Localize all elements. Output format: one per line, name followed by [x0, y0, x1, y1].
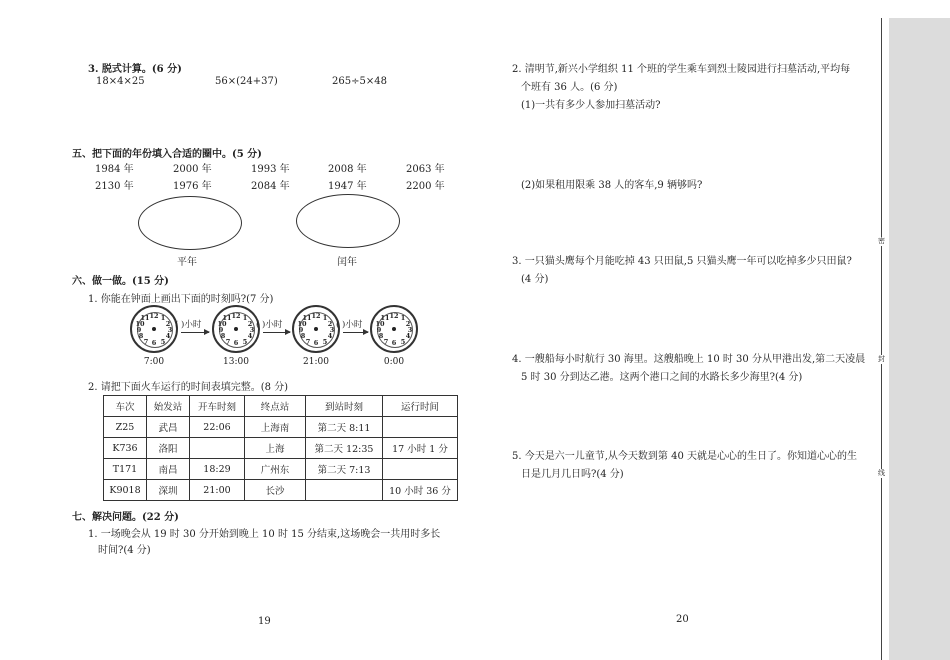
year: 2000 年 — [173, 164, 212, 175]
table-cell: 武昌 — [147, 417, 190, 438]
table-cell: 第二天 12:35 — [306, 438, 383, 459]
sec5-title: 五、把下面的年份填入合适的圈中。(5 分) — [72, 149, 262, 160]
table-header: 开车时刻 — [190, 396, 245, 417]
expr-2: 56×(24+37) — [215, 76, 278, 87]
table-cell: 10 小时 36 分 — [383, 480, 458, 501]
table-cell: K736 — [104, 438, 147, 459]
arrow-icon — [181, 332, 209, 333]
year: 2008 年 — [328, 164, 367, 175]
sec6-q1: 1. 你能在钟面上画出下面的时刻吗?(7 分) — [88, 294, 274, 305]
table-cell-blank[interactable] — [383, 459, 458, 480]
r-q5-line2: 日是几月几日吗?(4 分) — [521, 469, 624, 480]
page-number: 19 — [258, 616, 271, 627]
clock-face[interactable]: 12 1 2 3 4 5 6 7 8 9 10 11 — [292, 305, 340, 353]
arrow-icon — [263, 332, 290, 333]
table-cell: 22:06 — [190, 417, 245, 438]
r-q2-line1: 2. 清明节,新兴小学组织 11 个班的学生乘车到烈士陵园进行扫墓活动,平均每 — [512, 64, 851, 75]
common-year-oval[interactable] — [138, 196, 242, 250]
table-cell: 洛阳 — [147, 438, 190, 459]
year: 2063 年 — [406, 164, 445, 175]
hours-gap-label: ( )小时 — [175, 320, 202, 330]
table-row — [104, 480, 458, 501]
table-cell: 南昌 — [147, 459, 190, 480]
table-header: 运行时间 — [383, 396, 458, 417]
year: 2130 年 — [95, 181, 134, 192]
table-row — [104, 438, 458, 459]
hours-gap-label: ( )小时 — [256, 320, 283, 330]
table-cell: 上海 — [245, 438, 306, 459]
sec6-q2: 2. 请把下面火车运行的时间表填完整。(8 分) — [88, 382, 289, 393]
year: 1984 年 — [95, 164, 134, 175]
expr-1: 18×4×25 — [96, 76, 145, 87]
r-q4-line2: 5 时 30 分到达乙港。这两个港口之间的水路长多少海里?(4 分) — [521, 372, 803, 383]
binding-line — [881, 18, 882, 660]
table-cell-blank[interactable] — [306, 480, 383, 501]
oval-label-leap: 闰年 — [337, 257, 357, 268]
r-q2-line2: 个班有 36 人。(6 分) — [521, 82, 618, 93]
year: 1976 年 — [173, 181, 212, 192]
oval-label-common: 平年 — [177, 257, 197, 268]
table-header: 终点站 — [245, 396, 306, 417]
table-cell-blank[interactable] — [190, 438, 245, 459]
table-header: 始发站 — [147, 396, 190, 417]
table-cell: 上海南 — [245, 417, 306, 438]
table-header: 到站时刻 — [306, 396, 383, 417]
year: 2200 年 — [406, 181, 445, 192]
r-q5-line1: 5. 今天是六一儿童节,从今天数到第 40 天就是心心的生日了。你知道心心的生 — [512, 451, 857, 462]
table-cell: 21:00 — [190, 480, 245, 501]
year: 1993 年 — [251, 164, 290, 175]
clock-face[interactable]: 12 1 2 3 4 5 6 7 8 9 10 11 — [130, 305, 178, 353]
table-cell: T171 — [104, 459, 147, 480]
table-cell: 17 小时 1 分 — [383, 438, 458, 459]
r-q3-line1: 3. 一只猫头鹰每个月能吃掉 43 只田鼠,5 只猫头鹰一年可以吃掉多少只田鼠? — [512, 256, 852, 267]
table-cell: 深圳 — [147, 480, 190, 501]
clock-time-label: 21:00 — [303, 357, 329, 367]
table-cell: 18:29 — [190, 459, 245, 480]
clock-face[interactable]: 12 1 2 3 4 5 6 7 8 9 10 11 — [370, 305, 418, 353]
clock-time-label: 0:00 — [383, 357, 405, 367]
year: 2084 年 — [251, 181, 290, 192]
sec7-title: 七、解决问题。(22 分) — [72, 512, 179, 523]
margin-strip — [889, 18, 950, 660]
r-q3-line2: (4 分) — [521, 274, 549, 285]
table-cell: 长沙 — [245, 480, 306, 501]
table-cell: 广州东 — [245, 459, 306, 480]
sec7-q1-line2: 时间?(4 分) — [98, 545, 151, 556]
q3-title: 3. 脱式计算。(6 分) — [88, 64, 182, 75]
binding-char: 密 — [878, 237, 885, 245]
binding-char: 封 — [878, 355, 885, 363]
train-timetable — [103, 395, 458, 501]
r-q2-sub1: (1)一共有多少人参加扫墓活动? — [521, 100, 661, 111]
table-cell: K9018 — [104, 480, 147, 501]
hours-gap-label: ( )小时 — [336, 320, 363, 330]
expr-3: 265÷5×48 — [332, 76, 387, 87]
sec6-title: 六、做一做。(15 分) — [72, 276, 169, 287]
table-cell: Z25 — [104, 417, 147, 438]
year: 1947 年 — [328, 181, 367, 192]
r-q2-sub2: (2)如果租用限乘 38 人的客车,9 辆够吗? — [521, 180, 703, 191]
clock-time-label: 7:00 — [143, 357, 165, 367]
table-cell: 第二天 7:13 — [306, 459, 383, 480]
arrow-icon — [343, 332, 368, 333]
r-q4-line1: 4. 一艘船每小时航行 30 海里。这艘船晚上 10 时 30 分从甲港出发,第二天凌晨 — [512, 354, 866, 365]
table-cell: 第二天 8:11 — [306, 417, 383, 438]
clock-time-label: 13:00 — [223, 357, 249, 367]
table-row — [104, 417, 458, 438]
clock-face[interactable]: 12 1 2 3 4 5 6 7 8 9 10 11 — [212, 305, 260, 353]
table-cell-blank[interactable] — [383, 417, 458, 438]
table-header: 车次 — [104, 396, 147, 417]
leap-year-oval[interactable] — [296, 194, 400, 248]
binding-char: 线 — [878, 469, 885, 477]
table-row — [104, 459, 458, 480]
page-number: 20 — [676, 614, 689, 625]
sec7-q1-line1: 1. 一场晚会从 19 时 30 分开始到晚上 10 时 15 分结束,这场晚会一共用时多长 — [88, 529, 441, 540]
